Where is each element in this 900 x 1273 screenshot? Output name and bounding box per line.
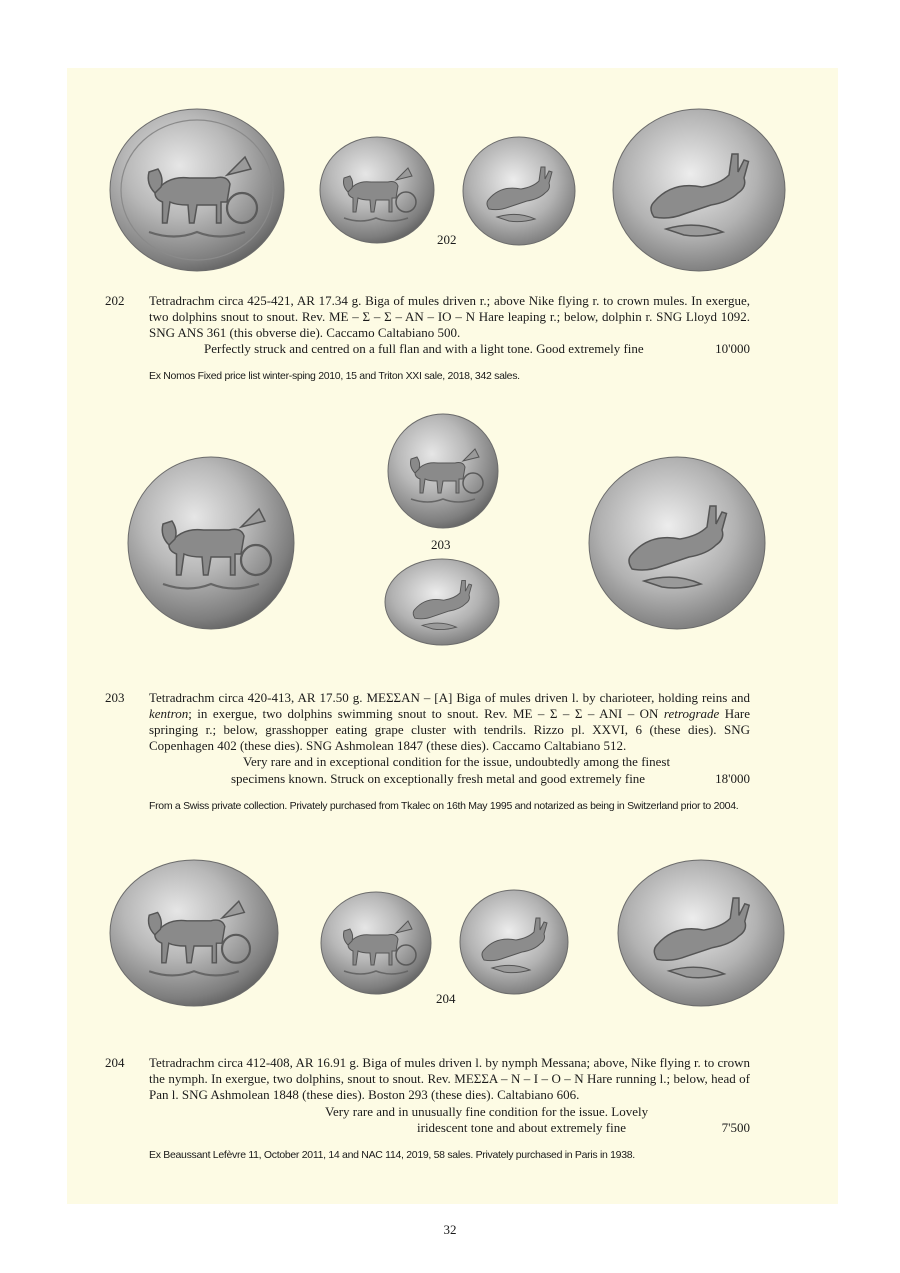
coin-204-reverse-small xyxy=(458,888,570,996)
coin-202-obverse-small xyxy=(318,135,436,245)
coin-202-reverse-large xyxy=(611,107,787,273)
coin-204-reverse-large xyxy=(616,858,786,1008)
lot-provenance: From a Swiss private collection. Privately purchased from Tkalec on 16th May 1995 and notarized as being in Switzerland prior to 2004. xyxy=(149,800,739,812)
lot-provenance: Ex Beaussant Lefèvre 11, October 2011, 14 and NAC 114, 2019, 58 sales. Privately purchased in Paris in 1938. xyxy=(149,1149,635,1161)
coin-203-obverse-small xyxy=(386,412,500,530)
lot-grade-line-2: iridescent tone and about extremely fine xyxy=(417,1120,627,1135)
figure-label-203: 203 xyxy=(431,537,451,552)
page-number: 32 xyxy=(443,1222,457,1237)
figure-label-204: 204 xyxy=(436,991,456,1006)
coin-203-reverse-large xyxy=(587,455,767,631)
coin-203-reverse-small xyxy=(383,557,501,647)
lot-grade-line-2: specimens known. Struck on exceptionally fresh metal and good extremely fine xyxy=(231,771,646,786)
lot-203 xyxy=(105,690,750,760)
lot-grade: Perfectly struck and centred on a full flan and with a light tone. Good extremely fine xyxy=(204,341,644,356)
coin-203-obverse-large xyxy=(126,455,296,631)
coin-204-obverse-large xyxy=(108,858,280,1008)
lot-description: Tetradrachm circa 420-413, AR 17.50 g. ΜΕΣΣΑΝ – [Α] Biga of mules driven l. by charioteer, holding reins and kentron; in exergue, two dolphins swimming snout to snout. Rev. ΜΕ – Σ – Σ – ΑΝΙ – ΟΝ retrograde Hare springing r.; below, grasshopper eating grape cluster with tendrils. Rizzo pl. XXVI, 6 (these dies). SNG Copenhagen 402 (these dies). SNG Ashmolean 1847 (these dies). Caccamo Caltabiano 512. xyxy=(149,690,750,753)
lot-grade-line-1: Very rare and in exceptional condition for the issue, undoubtedly among the finest xyxy=(243,754,671,769)
lot-price: 10'000 xyxy=(715,341,750,356)
figure-label-202: 202 xyxy=(437,232,457,247)
lot-204 xyxy=(105,1055,750,1105)
lot-number: 202 xyxy=(105,293,125,308)
lot-description: Tetradrachm circa 425-421, AR 17.34 g. Biga of mules driven r.; above Nike flying r. to crown mules. In exergue, two dolphins snout to snout. Rev. ΜΕ – Σ – Σ – ΑΝ – ΙΟ – Ν Hare leaping r.; below, dolphin r. SNG Lloyd 1092. SNG ANS 361 (this obverse die). Caccamo Caltabiano 500. xyxy=(149,293,750,340)
lot-price: 7'500 xyxy=(721,1120,750,1135)
coin-202-obverse-large xyxy=(108,107,286,273)
lot-description: Tetradrachm circa 412-408, AR 16.91 g. Biga of mules driven l. by nymph Messana; above, Nike flying r. to crown the nymph. In exergue, two dolphins, snout to snout. Rev. ΜΕΣΣΑ – Ν – Ι – Ο – Ν Hare running l.; below, head of Pan l. SNG Ashmolean 1848 (these dies). Boston 293 (these dies). Caltabiano 606. xyxy=(149,1055,750,1102)
lot-number: 204 xyxy=(105,1055,125,1070)
lot-price: 18'000 xyxy=(715,771,750,786)
lot-grade-line-1: Very rare and in unusually fine condition for the issue. Lovely xyxy=(325,1104,649,1119)
lot-number: 203 xyxy=(105,690,125,705)
coin-204-obverse-small xyxy=(319,890,433,996)
coin-202-reverse-small xyxy=(461,135,578,247)
lot-provenance: Ex Nomos Fixed price list winter-sping 2010, 15 and Triton XXI sale, 2018, 342 sales. xyxy=(149,370,520,382)
